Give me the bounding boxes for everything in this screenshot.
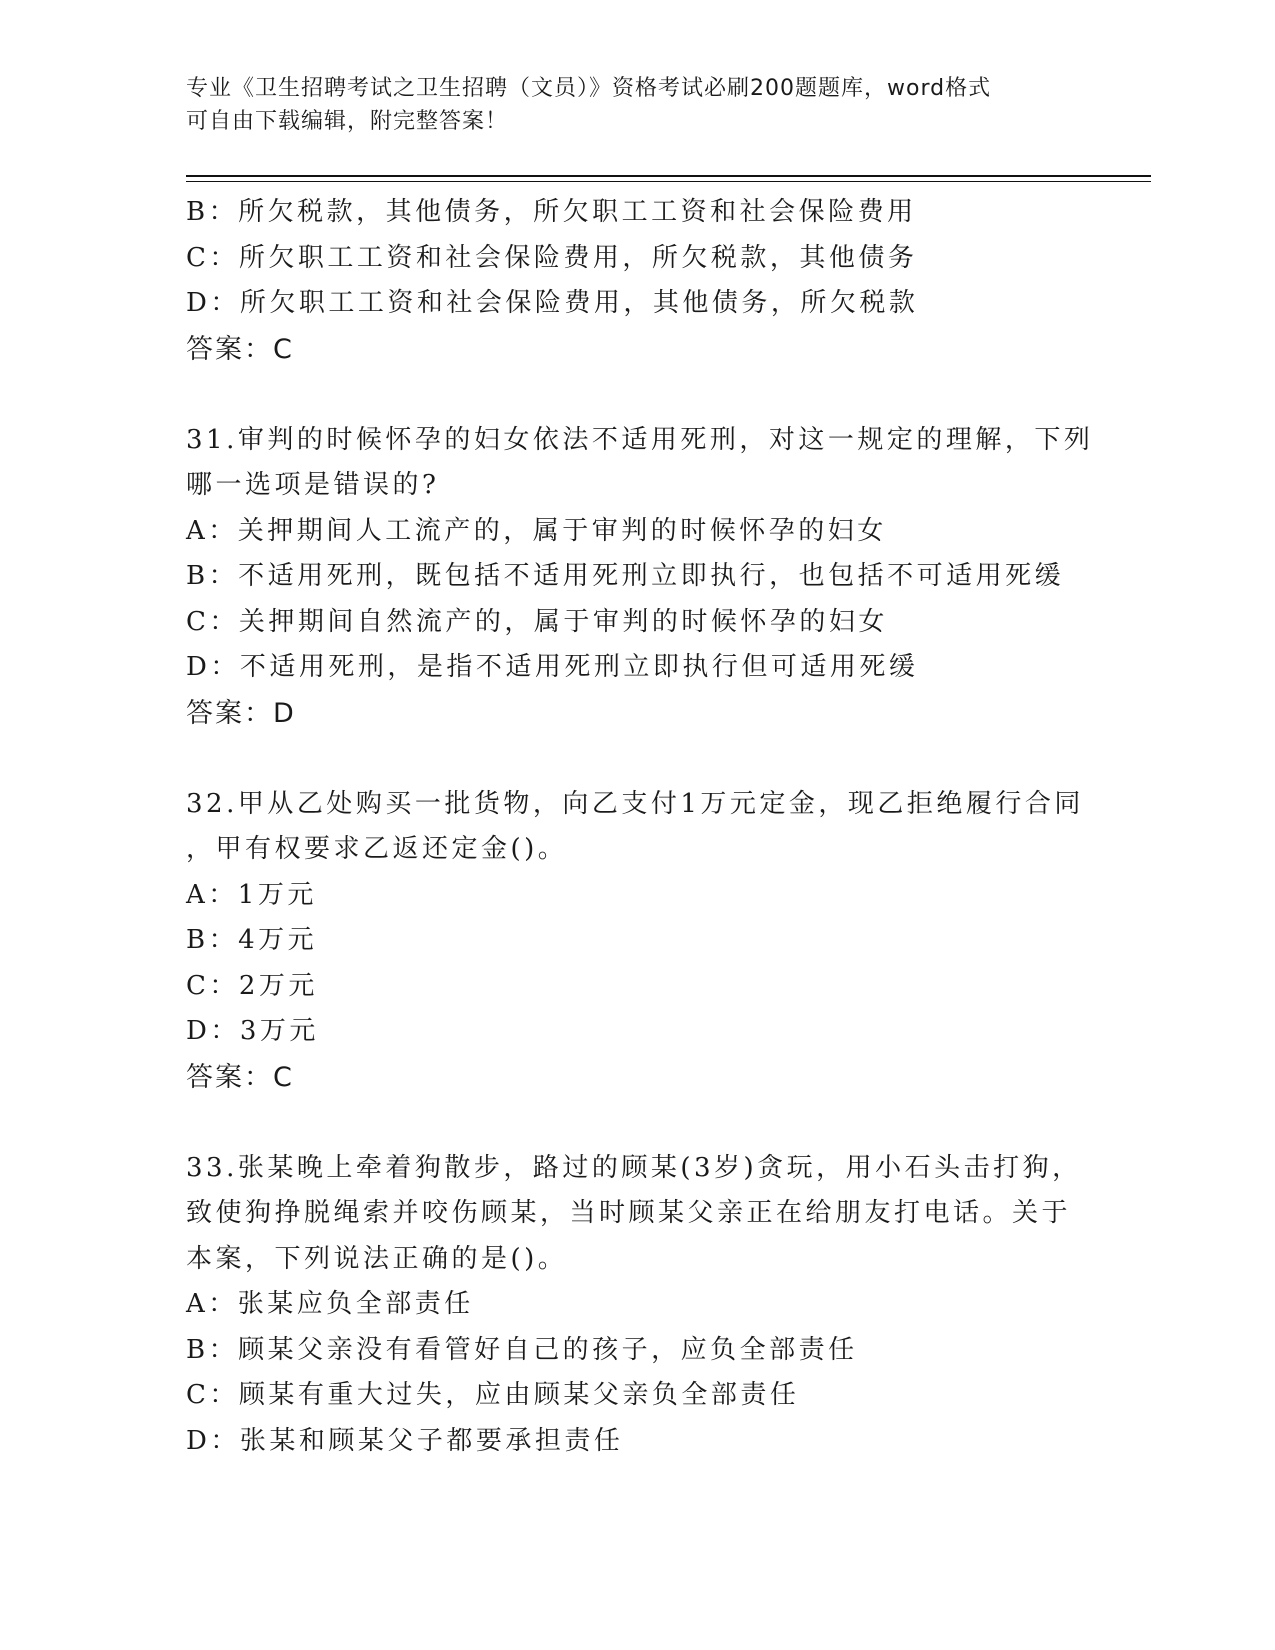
option-b: B：不适用死刑，既包括不适用死刑立即执行，也包括不可适用死缓 <box>186 561 1065 591</box>
header-rule-thin <box>186 181 1151 182</box>
question-list <box>186 190 1094 1464</box>
option-c: C：关押期间自然流产的，属于审判的时候怀孕的妇女 <box>186 606 888 637</box>
option-d: D：不适用死刑，是指不适用死刑立即执行但可适用死缓 <box>186 652 919 682</box>
page-header <box>186 72 1066 138</box>
question-31 <box>186 418 1094 737</box>
header-line-2: 可自由下载编辑，附完整答案！ <box>186 109 509 134</box>
header-line-1: 专业《卫生招聘考试之卫生招聘（文员）》资格考试必刷200题题库，word格式 <box>186 76 992 101</box>
option-d: D：所欠职工工资和社会保险费用，其他债务，所欠税款 <box>186 288 919 318</box>
spacer <box>186 372 1086 418</box>
question-32 <box>186 782 1086 1101</box>
option-d: D：张某和顾某父子都要承担责任 <box>186 1425 624 1456</box>
question-33 <box>186 1146 1086 1465</box>
question-stem: 32.甲从乙处购买一批货物，向乙支付1万元定金，现乙拒绝履行合同 <box>186 788 1084 819</box>
option-d: D：3万元 <box>186 1016 319 1046</box>
question-stem: ，甲有权要求乙返还定金()。 <box>186 834 568 864</box>
question-stem: 本案，下列说法正确的是()。 <box>186 1243 568 1274</box>
option-c: C：2万元 <box>186 970 318 1001</box>
question-stem: 哪一选项是错误的? <box>186 470 440 500</box>
option-a: A：关押期间人工流产的，属于审判的时候怀孕的妇女 <box>186 515 887 546</box>
question-stem: 致使狗挣脱绳索并咬伤顾某，当时顾某父亲正在给朋友打电话。关于 <box>186 1198 1072 1228</box>
header-rule-thick <box>186 175 1151 177</box>
answer: 答案：C <box>186 1061 294 1093</box>
option-b: B：顾某父亲没有看管好自己的孩子，应负全部责任 <box>186 1334 858 1365</box>
question-stem: 33.张某晚上牵着狗散步，路过的顾某(3岁)贪玩，用小石头击打狗， <box>186 1152 1082 1183</box>
answer: 答案：D <box>186 697 296 729</box>
question-stem: 31.审判的时候怀孕的妇女依法不适用死刑，对这一规定的理解，下列 <box>186 424 1094 455</box>
spacer <box>186 1100 1086 1146</box>
option-b: B：4万元 <box>186 925 318 955</box>
option-a: A：张某应负全部责任 <box>186 1289 474 1319</box>
spacer <box>186 736 1086 782</box>
option-c: C：所欠职工工资和社会保险费用，所欠税款，其他债务 <box>186 242 918 273</box>
option-c: C：顾某有重大过失，应由顾某父亲负全部责任 <box>186 1380 800 1410</box>
option-b: B：所欠税款，其他债务，所欠职工工资和社会保险费用 <box>186 197 917 227</box>
answer: 答案：C <box>186 333 294 365</box>
question-30 <box>186 190 1086 372</box>
option-a: A：1万元 <box>186 879 317 910</box>
